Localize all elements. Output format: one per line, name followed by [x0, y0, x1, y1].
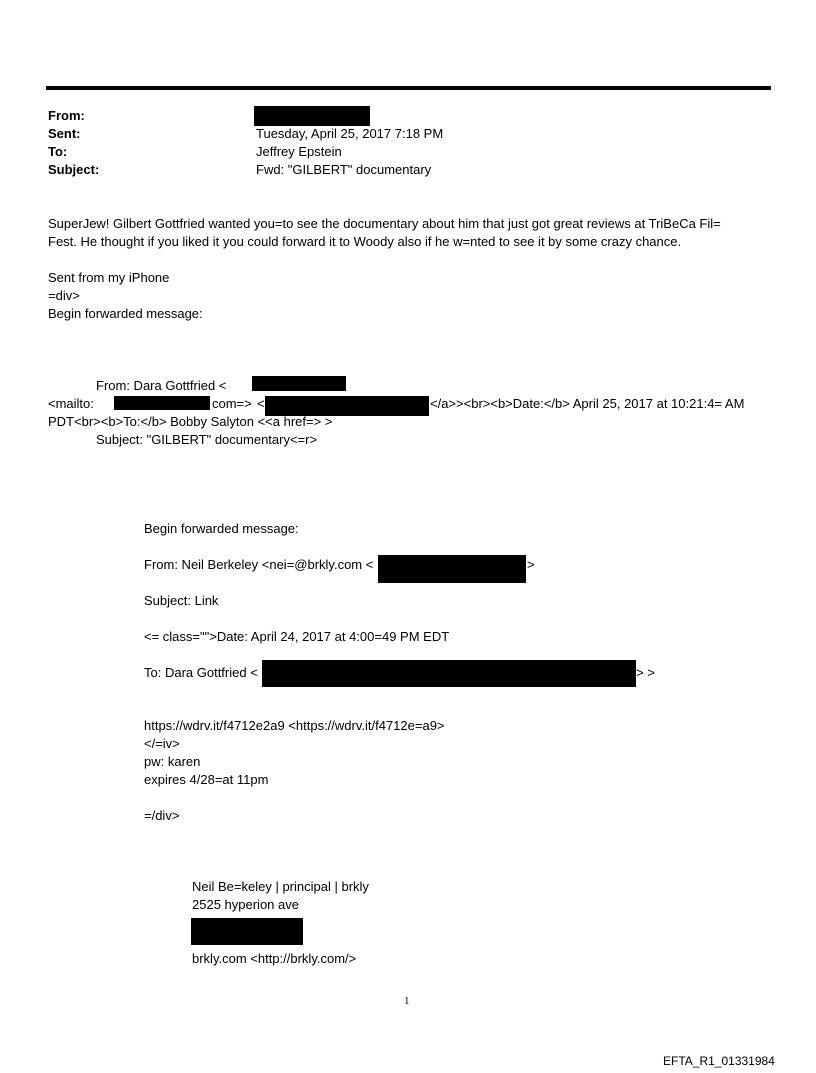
fwd2-from-line: From: Neil Berkeley <nei=@brkly.com < — [144, 557, 374, 572]
fwd1-mailto-c: < — [257, 396, 265, 411]
fwd1-mailto-a: <mailto: — [48, 396, 94, 411]
from-label: From: — [48, 108, 85, 123]
fwd1-pdt-line: PDT<br><b>To:</b> Bobby Salyton <<a href=> > — [48, 414, 333, 429]
fwd1-date-tail: </a>><br><b>Date:</b> April 25, 2017 at 10:21:4= AM — [430, 396, 745, 411]
body-line-2: Fest. He thought if you liked it you could forward it to Woody also if he w=nted to see it by some crazy chance. — [48, 234, 682, 249]
signature-website: brkly.com <http://brkly.com/> — [192, 951, 357, 966]
signature-address: 2525 hyperion ave — [192, 897, 299, 912]
redaction-fwd2-from — [378, 555, 526, 583]
sent-label: Sent: — [48, 126, 81, 141]
div-line: =div> — [48, 288, 80, 303]
fwd2-pw: pw: karen — [144, 754, 201, 769]
fwd2-subject: Subject: Link — [144, 593, 219, 608]
redaction-fwd2-to — [262, 660, 636, 687]
sent-from-line: Sent from my iPhone — [48, 270, 170, 285]
begin-forwarded-1: Begin forwarded message: — [48, 306, 203, 321]
subject-label: Subject: — [48, 162, 100, 177]
fwd2-link: https://wdrv.it/f4712e2a9 <https://wdrv.it/f4712e=a9> — [144, 718, 445, 733]
page-number: 1 — [404, 995, 410, 1007]
body-line-1: SuperJew! Gilbert Gottfried wanted you=to see the documentary about him that just got great reviews at TriBeCa Fil= — [48, 216, 721, 231]
sent-value: Tuesday, April 25, 2017 7:18 PM — [256, 126, 444, 141]
fwd2-close-iv: </=iv> — [144, 736, 180, 751]
bates-number: EFTA_R1_01331984 — [663, 1054, 775, 1068]
signature-name: Neil Be=keley | principal | brkly — [192, 879, 369, 894]
fwd2-to-tail: > > — [636, 665, 655, 680]
fwd2-close-div: =/div> — [144, 808, 180, 823]
fwd1-mailto-b: com=> — [212, 396, 252, 411]
fwd2-from-tail: > — [527, 557, 535, 572]
to-value: Jeffrey Epstein — [256, 144, 342, 159]
redaction-fwd1-from — [252, 376, 346, 391]
header-rule — [46, 86, 771, 90]
to-label: To: — [48, 144, 68, 159]
redaction-from — [254, 106, 370, 126]
fwd1-subject-line: Subject: "GILBERT" documentary<=r> — [96, 432, 318, 447]
redaction-signature — [191, 918, 303, 945]
subject-value: Fwd: "GILBERT" documentary — [256, 162, 432, 177]
fwd2-expires: expires 4/28=at 11pm — [144, 772, 269, 787]
fwd2-date: <= class="">Date: April 24, 2017 at 4:00=49 PM EDT — [144, 629, 450, 644]
redaction-fwd1-mailto-1 — [114, 396, 210, 410]
fwd2-to: To: Dara Gottfried < — [144, 665, 258, 680]
begin-forwarded-2: Begin forwarded message: — [144, 521, 299, 536]
fwd1-from-line: From: Dara Gottfried < — [96, 378, 227, 393]
